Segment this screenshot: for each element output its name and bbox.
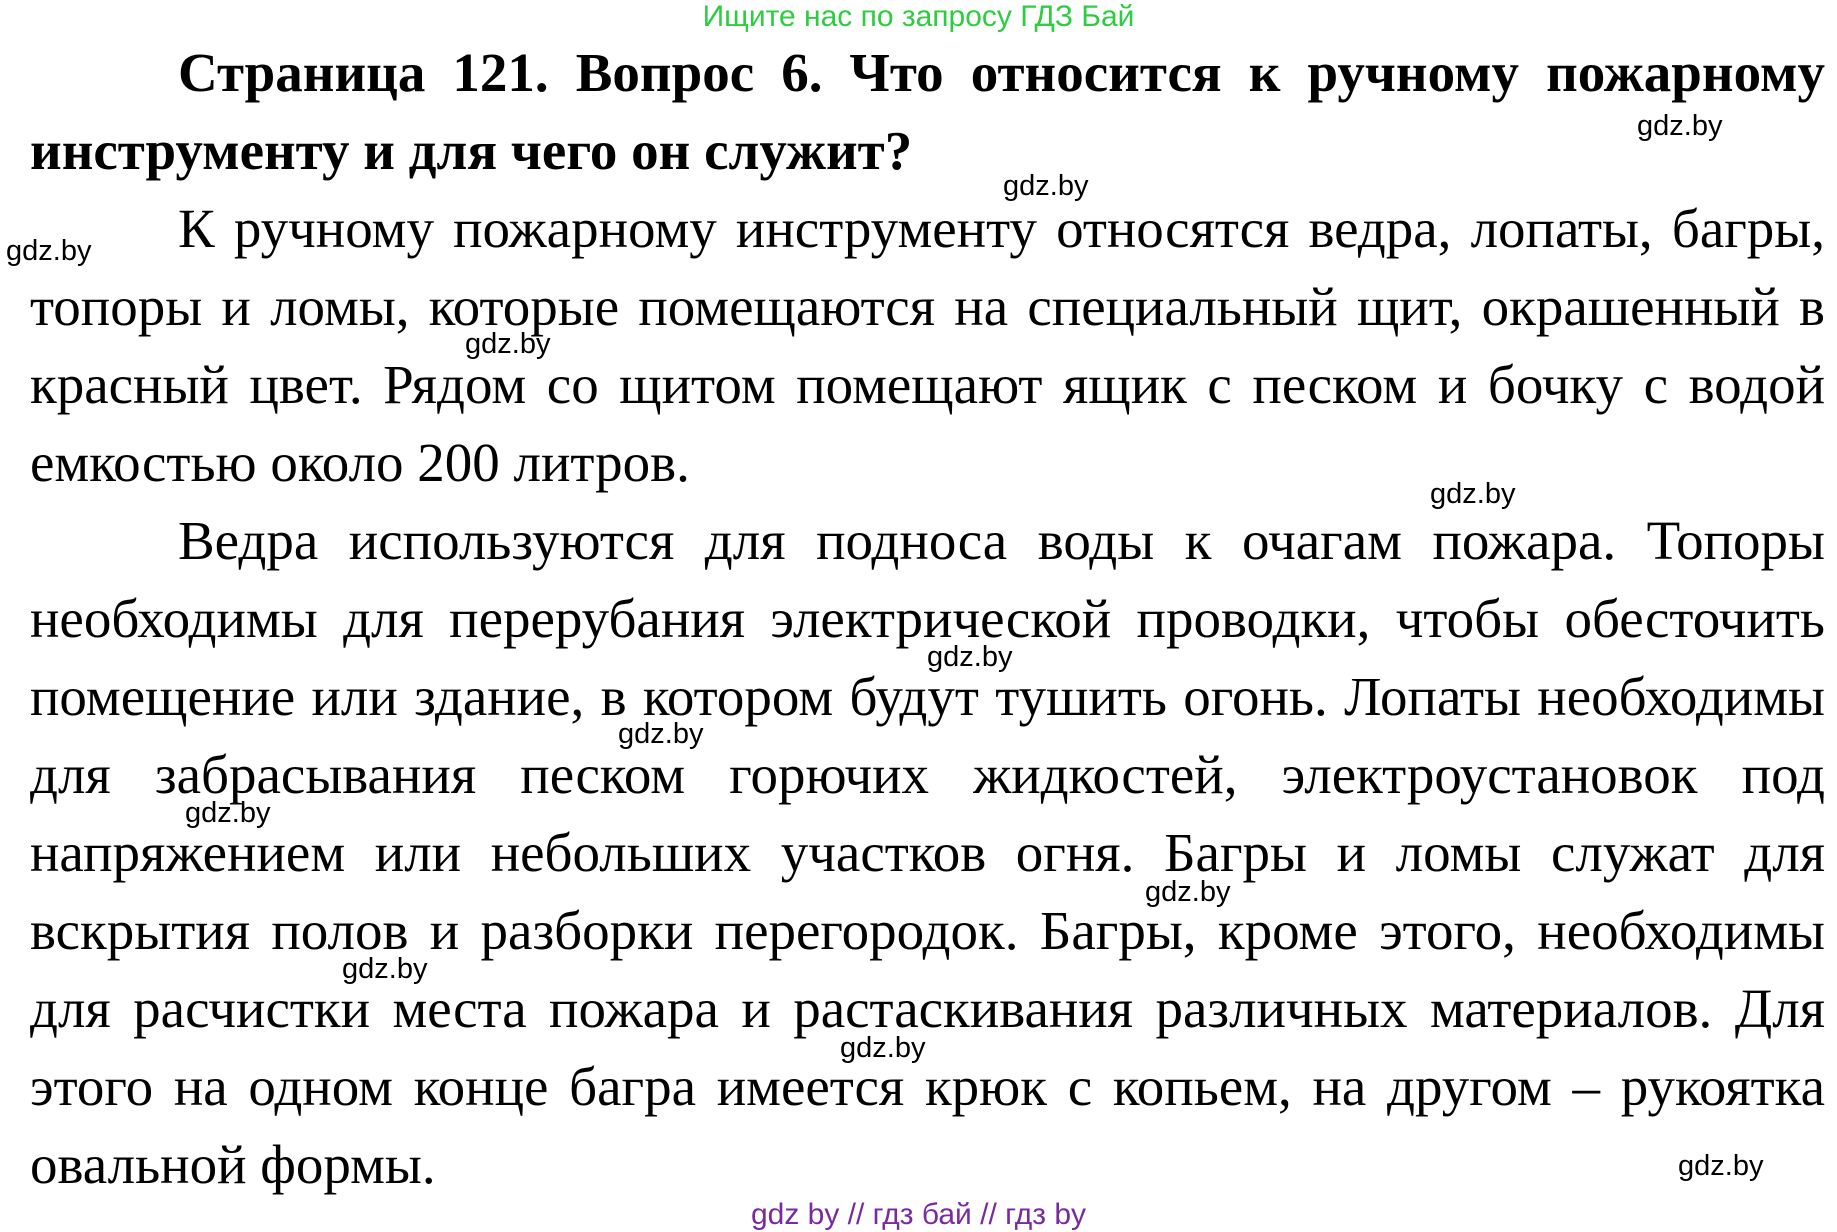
watermark: gdz.by — [1145, 876, 1231, 908]
question-heading: Страница 121. Вопрос 6. Что относится к ручному пожарному инструменту и для чего он служит? — [30, 42, 1825, 181]
watermark: gdz.by — [342, 953, 428, 985]
watermark: gdz.by — [6, 235, 92, 267]
watermark: gdz.by — [1430, 478, 1516, 510]
watermark: gdz.by — [1637, 110, 1723, 142]
document-body — [30, 34, 1825, 1204]
top-banner: Ищите нас по запросу ГДЗ Бай — [702, 0, 1135, 33]
bottom-banner: gdz by // гдз бай // гдз by — [750, 1198, 1087, 1231]
watermark: gdz.by — [1003, 170, 1089, 202]
answer-paragraph-2: Ведра используются для подноса воды к очагам пожара. Топоры необходимы для перерубания электрической проводки, чтобы обесточить помещение или здание, в котором будут тушить огонь. Лопаты необходимы для забрасывания песком горючих жидкостей, электроустановок под напряжением или небольших участков огня. Багры и ломы служат для вскрытия полов и разборки перегородок. Багры, кроме этого, необходимы для расчистки места пожара и растаскивания различных материалов. Для этого на одном конце багра имеется крюк с копьем, на другом – рукоятка овальной формы. — [30, 510, 1825, 1195]
watermark: gdz.by — [618, 718, 704, 750]
watermark: gdz.by — [465, 328, 551, 360]
watermark: gdz.by — [927, 641, 1013, 673]
answer-paragraph-1: К ручному пожарному инструменту относятся ведра, лопаты, багры, топоры и ломы, которые помещаются на специальный щит, окрашенный в красный цвет. Рядом со щитом помещают ящик с песком и бочку с водой емкостью около 200 литров. — [30, 198, 1825, 493]
watermark: gdz.by — [840, 1032, 926, 1064]
watermark: gdz.by — [1678, 1150, 1764, 1182]
watermark: gdz.by — [185, 797, 271, 829]
